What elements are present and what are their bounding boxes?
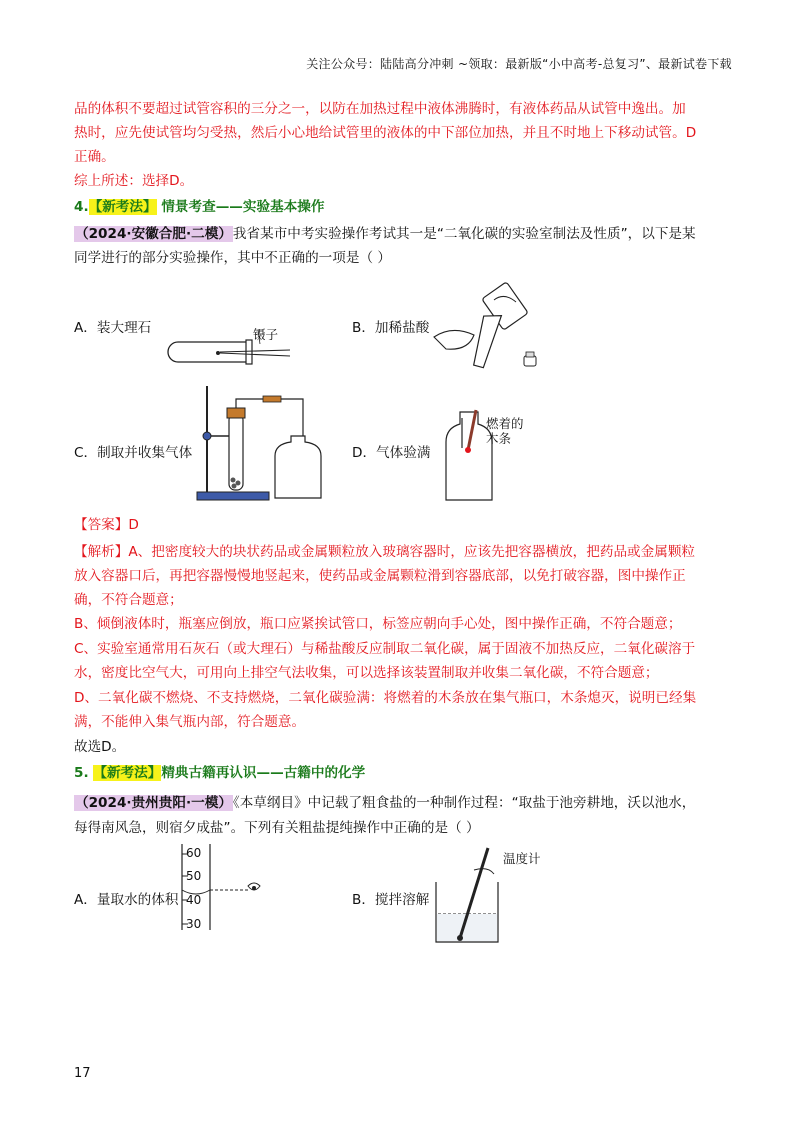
q4-answer: 【答案】D	[74, 517, 139, 533]
burning-stick-label	[486, 416, 524, 446]
burning-label-line1: 燃着的	[486, 416, 524, 431]
q4-title: 情景考查——实验基本操作	[161, 199, 325, 215]
q4-heading	[74, 197, 324, 217]
q4-stem1: 我省某市中考实验操作考试其一是“二氧化碳的实验室制法及性质”，以下是某	[232, 226, 696, 242]
q4-option-b: B．加稀盐酸	[352, 320, 430, 336]
q5-option-b: B．搅拌溶解	[352, 892, 430, 908]
analysis-line: D、二氧化碳不燃烧、不支持燃烧，二氧化碳验满：将燃着的木条放在集气瓶口，木条熄灭，说明已经集	[74, 690, 697, 706]
q4-stem-line2: 同学进行的部分实验操作，其中不正确的一项是（ ）	[74, 250, 391, 266]
tweezers-label: 镊子	[253, 327, 279, 342]
cylinder-tick-50: 50	[186, 869, 202, 883]
q5-stem1: 《本草纲目》中记载了粗食盐的一种制作过程：“取盐于池旁耕地，沃以池水，	[232, 795, 696, 811]
text-line: 热时，应先使试管均匀受热，然后小心地给试管里的液体的中下部位加热，并且不时地上下移动试管。D	[74, 125, 697, 141]
cylinder-tick-30: 30	[186, 917, 202, 931]
q5-stem-line2: 每得南风急，则宿夕成盐”。下列有关粗盐提纯操作中正确的是（ ）	[74, 820, 480, 836]
q5-tag: 【新考法】	[93, 765, 162, 781]
q4-stem-line1	[74, 224, 696, 244]
q4-number: 4.	[74, 199, 89, 215]
text-line: 正确。	[74, 149, 115, 165]
figure-gas-apparatus	[195, 384, 330, 504]
q4-conclusion: 故选D。	[74, 739, 126, 755]
q5-source: （2024·贵州贵阳·一模）	[75, 795, 232, 811]
analysis-line: B、倾倒液体时，瓶塞应倒放，瓶口应紧挨试管口，标签应朝向手心处，图中操作正确，不符合题意；	[74, 616, 682, 632]
q4-source: （2024·安徽合肥·二模）	[75, 226, 232, 242]
figure-pouring-acid	[432, 282, 552, 372]
burning-label-line2: 木条	[486, 431, 512, 446]
q4-tag: 【新考法】	[88, 199, 157, 215]
figure-beaker-thermometer	[432, 842, 512, 948]
analysis-line: C、实验室通常用石灰石（或大理石）与稀盐酸反应制取二氧化碳，属于固液不加热反应，二氧化碳溶于	[74, 641, 696, 657]
analysis-line: 满，不能伸入集气瓶内部，符合题意。	[74, 714, 306, 730]
q4-option-d: D．气体验满	[352, 445, 431, 461]
summary-line: 综上所述：选择D。	[74, 173, 194, 189]
q5-number: 5.	[74, 765, 89, 781]
q4-option-a: A．装大理石	[74, 320, 152, 336]
q5-heading	[74, 763, 365, 783]
text-line: 品的体积不要超过试管容积的三分之一，以防在加热过程中液体沸腾时，有液体药品从试管中逸出。加	[74, 101, 686, 117]
analysis-line: 放入容器口后，再把容器慢慢地竖起来，使药品或金属颗粒滑到容器底部，以免打破容器，图中操作正	[74, 568, 686, 584]
analysis-line: 【解析】A、把密度较大的块状药品或金属颗粒放入玻璃容器时，应该先把容器横放，把药品或金属颗粒	[74, 544, 696, 560]
figure-test-tube-tweezers	[160, 326, 300, 376]
page-header: 关注公众号：陆陆高分冲刺 ~领取：最新版“小中高考-总复习”、最新试卷下载	[306, 57, 732, 71]
cylinder-tick-40: 40	[186, 893, 202, 907]
page-number: 17	[74, 1066, 91, 1081]
q5-option-a: A．量取水的体积	[74, 892, 179, 908]
q5-title: 精典古籍再认识——古籍中的化学	[161, 765, 366, 781]
cylinder-tick-60: 60	[186, 846, 202, 860]
q4-option-c: C．制取并收集气体	[74, 445, 193, 461]
thermometer-label: 温度计	[503, 851, 541, 866]
analysis-line: 水，密度比空气大，可用向上排空气法收集，可以选择该装置制取并收集二氧化碳，不符合题意；	[74, 665, 659, 681]
q5-stem-line1	[74, 793, 695, 813]
analysis-line: 确，不符合题意；	[74, 592, 183, 608]
